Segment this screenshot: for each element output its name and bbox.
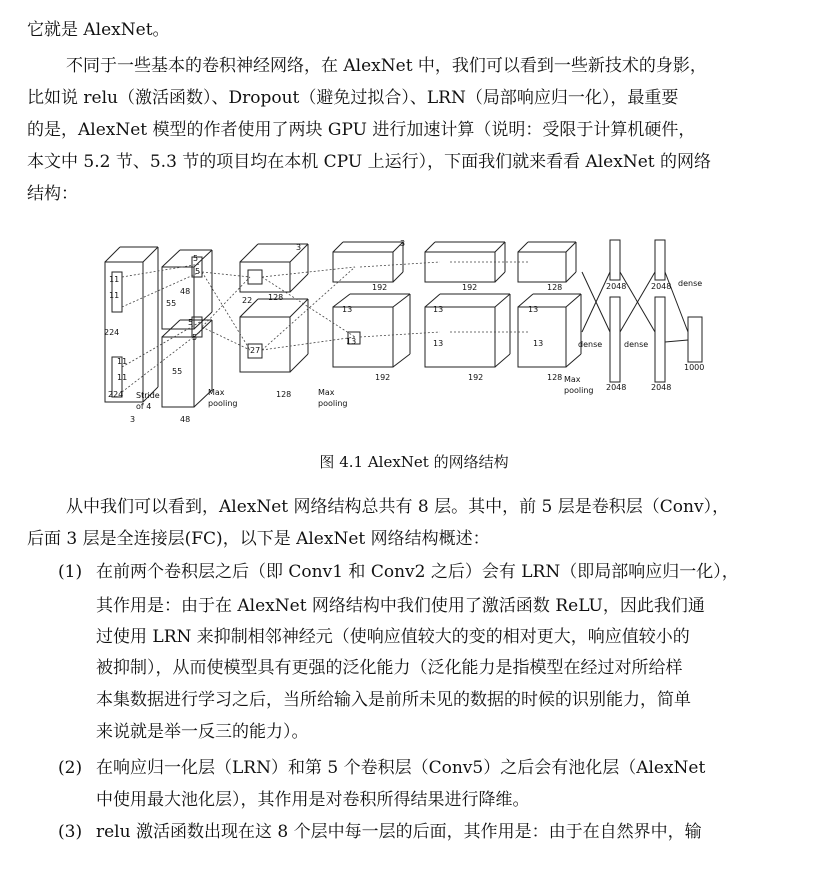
para1-line-5: 结构：: [27, 184, 78, 204]
label-maxpool3: Max: [564, 375, 581, 384]
list-item-2-number: (2): [58, 758, 83, 778]
label-128b: 128: [276, 390, 292, 399]
label-48a: 48: [180, 287, 191, 296]
label-c3-13b: 13: [346, 337, 357, 346]
label-11b: 11: [109, 291, 120, 300]
fc2-bottom: [655, 297, 665, 382]
label-5c: 5: [188, 318, 194, 327]
para1-line-2: 比如说 relu（激活函数）、Dropout（避免过拟合）、LRN（局部响应归一化），最重要: [27, 88, 679, 108]
label-c5-128a: 128: [547, 283, 563, 292]
label-of4: of 4: [136, 402, 152, 411]
list-item-1-number: (1): [58, 562, 83, 582]
label-11c: 11: [117, 357, 128, 366]
fc1-bottom: [610, 297, 620, 382]
label-stride: Stride: [136, 391, 160, 400]
conv4-bottom-block: [425, 307, 495, 367]
figure-caption: 图 4.1 AlexNet 的网络结构: [319, 453, 509, 471]
intro-line: 它就是 AlexNet。: [27, 20, 170, 40]
label-c4-192b: 192: [468, 373, 484, 382]
para1-line-3: 的是，AlexNet 模型的作者使用了两块 GPU 进行加速计算（说明：受限于计算机硬件，: [27, 120, 696, 140]
label-1000: 1000: [684, 363, 705, 372]
label-c3-192a: 192: [372, 283, 388, 292]
list-item-2-line-1: 在响应归一化层（LRN）和第 5 个卷积层（Conv5）之后会有池化层（AlexNet: [96, 758, 706, 778]
label-maxpool1b: pooling: [208, 399, 238, 408]
label-27b: 22: [242, 296, 253, 305]
label-2048b: 2048: [651, 282, 672, 291]
label-5b: 5: [195, 267, 201, 276]
label-27a: 27: [250, 346, 261, 355]
label-5d: 5: [192, 333, 198, 342]
conv5-bottom-block: [518, 307, 566, 367]
list-item-3-number: (3): [58, 822, 83, 842]
label-c4-192a: 192: [462, 283, 478, 292]
label-c5-13a: 13: [528, 305, 539, 314]
label-dense3: dense: [678, 279, 703, 288]
label-dense1: dense: [578, 340, 603, 349]
label-k3: 3: [400, 239, 406, 248]
list-item-1-line-3: 过使用 LRN 来抑制相邻神经元（使响应值较大的变的相对更大，响应值较小的: [96, 627, 690, 647]
list-item-1-line-4: 被抑制），从而使模型具有更强的泛化能力（泛化能力是指模型在经过对所给样: [96, 658, 683, 678]
label-c4-13a: 13: [433, 305, 444, 314]
label-224b: 224: [108, 390, 124, 399]
para2-line-2: 后面 3 层是全连接层(FC)，以下是 AlexNet 网络结构概述：: [27, 529, 490, 549]
conv5-top-block: [518, 252, 566, 282]
list-item-1-line-6: 来说就是举一反三的能力）。: [96, 722, 309, 742]
label-2048c: 2048: [606, 383, 627, 392]
label-224a: 224: [104, 328, 120, 337]
list-item-3-line-1: relu 激活函数出现在这 8 个层中每一层的后面，其作用是：由于在自然界中，输: [96, 822, 702, 842]
label-48b: 48: [180, 415, 191, 424]
para1-line-4: 本文中 5.2 节、5.3 节的项目均在本机 CPU 上运行），下面我们就来看看 AlexNet 的网络: [27, 152, 711, 172]
label-c4-13b: 13: [433, 339, 444, 348]
label-11a: 11: [109, 275, 120, 284]
label-5a: 5: [193, 254, 199, 263]
label-maxpool1: Max: [208, 388, 225, 397]
list-item-1-line-5: 本集数据进行学习之后，当所给输入是前所未见的数据的时候的识别能力，简单: [96, 690, 691, 710]
para1-line-1: 不同于一些基本的卷积神经网络，在 AlexNet 中，我们可以看到一些新技术的身影，: [66, 56, 707, 76]
label-128a: 128: [268, 293, 284, 302]
label-c3-13a: 13: [342, 305, 353, 314]
label-c5-128b: 128: [547, 373, 563, 382]
conv4-top-block: [425, 252, 495, 282]
label-maxpool2b: pooling: [318, 399, 348, 408]
list-item-1-line-1: 在前两个卷积层之后（即 Conv1 和 Conv2 之后）会有 LRN（即局部响应归一化），: [96, 562, 739, 582]
label-maxpool2: Max: [318, 388, 335, 397]
para2-line-1: 从中我们可以看到，AlexNet 网络结构总共有 8 层。其中，前 5 层是卷积层（Conv），: [66, 497, 730, 517]
fc2-top: [655, 240, 665, 280]
list-item-1-line-2: 其作用是：由于在 AlexNet 网络结构中我们使用了激活函数 ReLU，因此我们通: [96, 596, 705, 616]
label-11d: 11: [117, 373, 128, 382]
label-55b: 55: [172, 367, 183, 376]
label-c2-3: 3: [296, 243, 302, 252]
label-maxpool3b: pooling: [564, 386, 594, 395]
label-3: 3: [130, 415, 136, 424]
label-2048a: 2048: [606, 282, 627, 291]
output-layer: [688, 317, 702, 362]
label-2048d: 2048: [651, 383, 672, 392]
alexnet-architecture-figure: [100, 232, 730, 432]
fc1-top: [610, 240, 620, 280]
list-item-2-line-2: 中使用最大池化层），其作用是对卷积所得结果进行降维。: [96, 790, 530, 810]
label-dense2: dense: [624, 340, 649, 349]
conv3-bottom-block: [333, 307, 393, 367]
label-c5-13b: 13: [533, 339, 544, 348]
label-c3-192b: 192: [375, 373, 391, 382]
conv3-top-block: [333, 252, 393, 282]
label-55a: 55: [166, 299, 177, 308]
